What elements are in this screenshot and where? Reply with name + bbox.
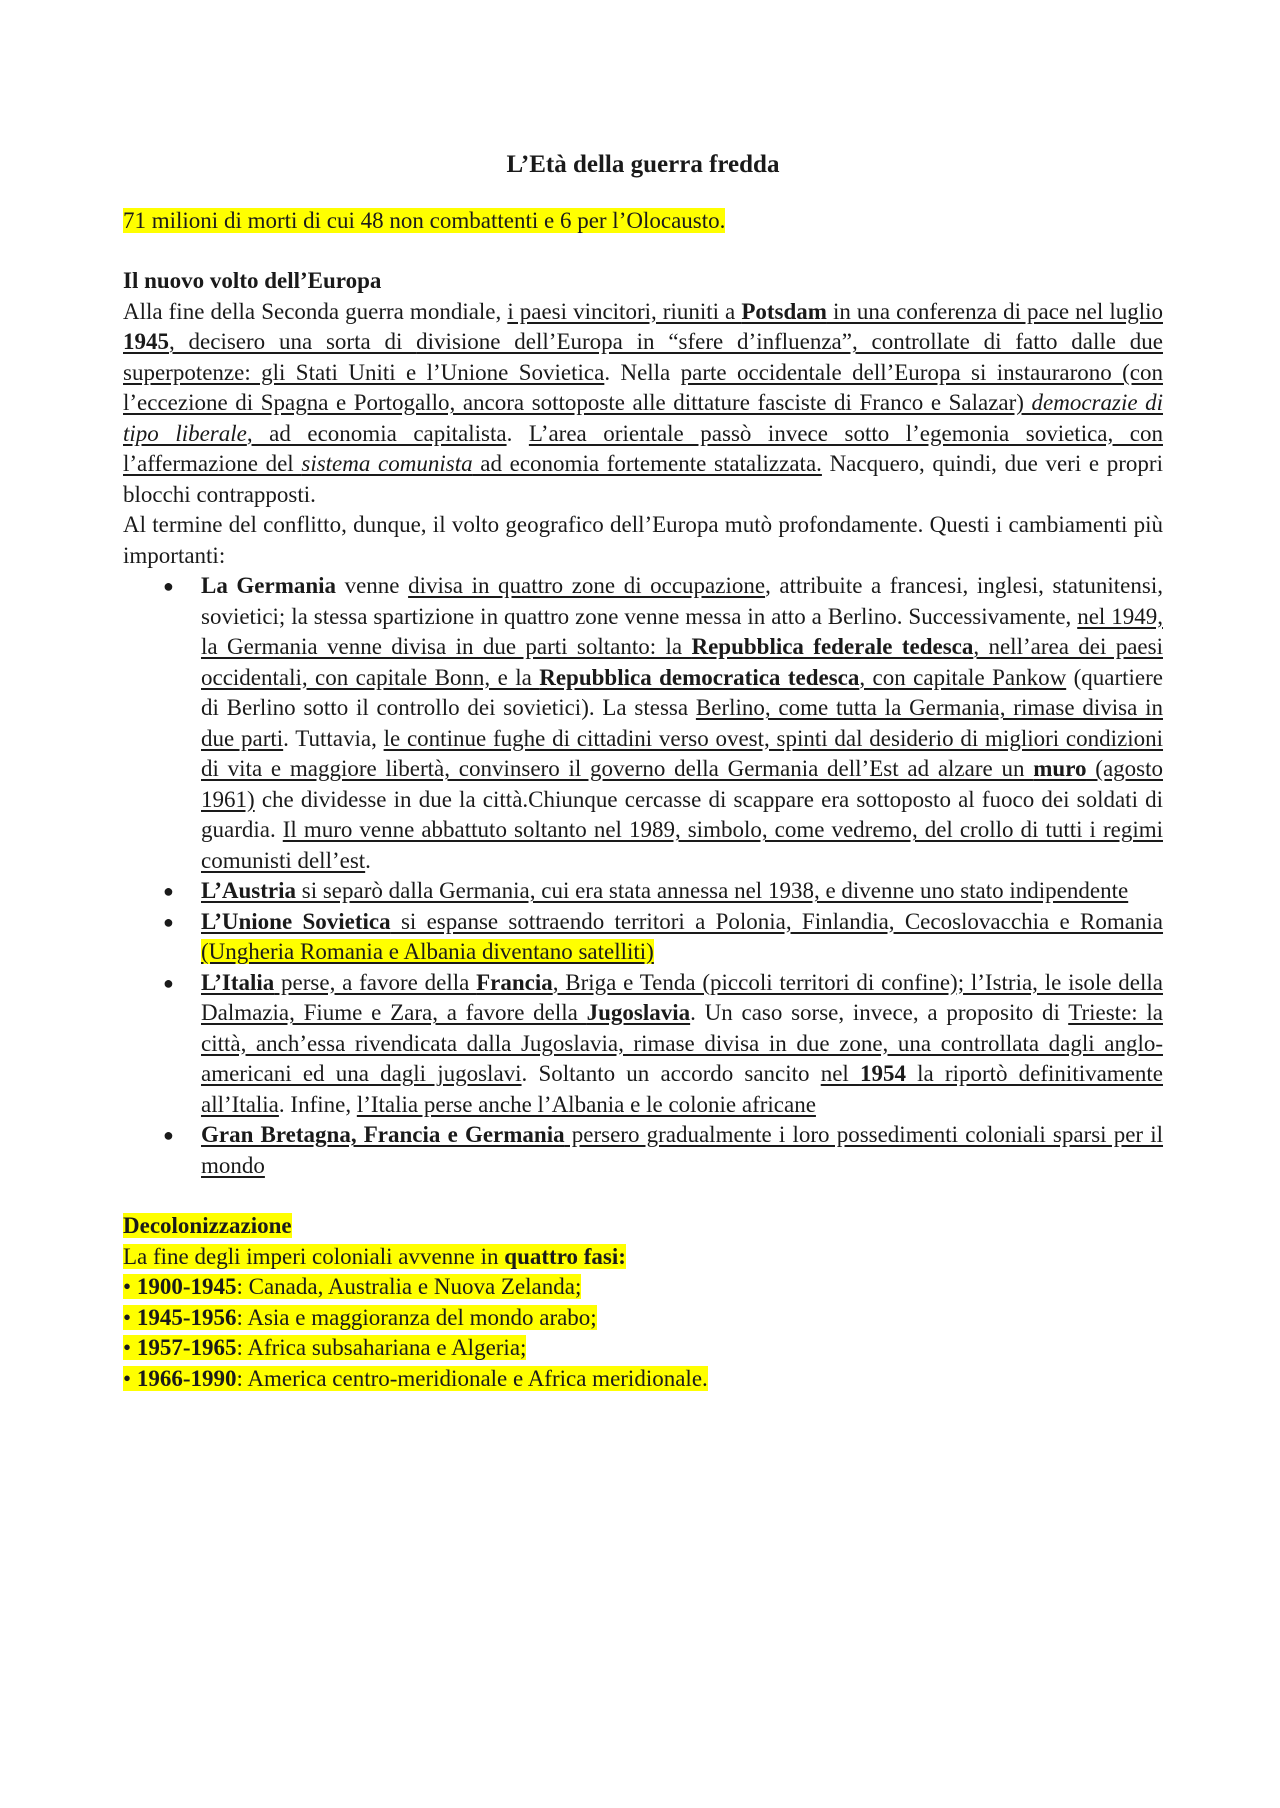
highlight-wrap	[123, 1274, 581, 1299]
bullet-icon: •	[123, 1365, 132, 1391]
text-run: Nacquero, quindi, due veri e propri blocchi contrapposti.	[123, 451, 1163, 507]
text-run: Trieste: la città, anch’essa rivendicata dalla Jugoslavia, rimase divisa in due zone, una controllata dagli anglo-americani ed una dagli jugoslavi	[201, 1000, 1163, 1086]
text-run: si separò dalla Germania, cui era stata annessa nel 1938, e divenne uno stato indipendente	[296, 878, 1129, 903]
text-run: (agosto 1961)	[201, 756, 1163, 812]
highlight-wrap	[123, 1244, 626, 1269]
decolonizzazione-intro	[123, 1242, 1163, 1273]
text-run: Alla fine della Seconda guerra mondiale,	[123, 298, 508, 324]
text-run: nel 1949, la Germania venne divisa in due parti soltanto: la	[201, 603, 1163, 659]
text-run: , Briga e Tenda (piccoli territori di confine); l’Istria, le isole della Dalmazia, Fiume e Zara, a favore della	[201, 969, 1163, 1025]
document-page	[123, 150, 1163, 1394]
section-heading-decolonizzazione	[123, 1211, 1163, 1242]
phase-years: 1945-1956	[136, 1304, 237, 1330]
text-run: che dividesse in due la città.Chiunque cercasse di scappare era sottoposto al fuoco dei soldati di guardia.	[201, 786, 1163, 842]
section-heading-europa: Il nuovo volto dell’Europa	[123, 268, 382, 293]
bullet-icon: ●	[163, 1125, 174, 1145]
phase-item	[123, 1303, 1163, 1334]
list-item-gran-bretagna	[123, 1120, 1163, 1181]
phase-years: 1957-1965	[136, 1335, 237, 1360]
bold-term: 1945	[123, 329, 169, 354]
list-item-austria	[123, 876, 1163, 907]
text-run: le continue fughe di cittadini verso ovest, spinti dal desiderio di migliori condizioni di vita e maggiore libertà, convinsero il governo della Germania dell’Est ad alzare un	[201, 725, 1164, 781]
list-item-germania	[123, 571, 1163, 876]
phase-item	[123, 1364, 1163, 1395]
bullet-icon: ●	[163, 576, 174, 596]
text-run: Il muro venne abbattuto soltanto nel 1989, simbolo, come vedremo, del crollo di tutti i regimi comunisti dell’est	[201, 817, 1163, 873]
phase-text: : Canada, Australia e Nuova Zelanda;	[236, 1274, 582, 1299]
italic-term: sistema comunista	[301, 451, 473, 476]
bold-term: La Germania	[201, 573, 337, 598]
text-run: . Tuttavia,	[283, 725, 384, 751]
bold-term: Repubblica democratica tedesca	[539, 664, 860, 690]
text-run: ad economia fortemente statalizzata.	[472, 451, 822, 476]
bold-term: 1954	[859, 1061, 906, 1086]
text-run: , attribuite a francesi, inglesi, statunitensi, sovietici; la stessa spartizione in quattro zone venne messa in atto a Berlino. Successivamente,	[201, 573, 1163, 629]
italic-term: democrazie di tipo liberale	[123, 390, 1163, 446]
text-run: .	[506, 420, 529, 446]
text-run: in una conferenza di pace nel luglio	[826, 298, 1163, 324]
bold-term: muro	[1033, 756, 1087, 781]
text-run: i paesi vincitori, riuniti a	[507, 298, 742, 324]
phase-years: 1900-1945	[136, 1274, 237, 1299]
text-run: , nell’area dei paesi occidentali, con capitale Bonn, e la	[201, 634, 1163, 690]
text-run: nel	[820, 1061, 860, 1086]
document-title: L’Età della guerra fredda	[506, 151, 780, 178]
text-run: l’Italia perse anche l’Albania e le colonie africane	[356, 1091, 816, 1117]
text-run: . Nella	[604, 359, 681, 385]
bold-term: L’Italia	[201, 969, 275, 995]
bold-term: Gran Bretagna, Francia e Germania	[201, 1122, 565, 1147]
bold-term: Francia	[476, 969, 553, 995]
text-run: .	[365, 847, 371, 873]
paragraph-potsdam	[123, 297, 1163, 511]
text-run: parte occidentale dell’Europa si instaurarono (con l’eccezione di Spagna e Portogallo, ancora sottoposte alle dittature fasciste di Franco e Salazar)	[123, 359, 1163, 415]
bold-term: Decolonizzazione	[123, 1213, 292, 1238]
intro-highlight-text: 71 milioni di morti di cui 48 non combattenti e 6 per l’Olocausto.	[123, 207, 726, 233]
text-run: . Soltanto un accordo sancito	[521, 1061, 821, 1086]
bold-term: quattro fasi:	[504, 1243, 626, 1269]
bold-term: Repubblica federale tedesca	[691, 634, 974, 659]
text-run: , decisero una sorta di	[169, 329, 417, 354]
text-run: La fine degli imperi coloniali avvenne in	[123, 1243, 505, 1269]
highlight-wrap	[123, 1366, 708, 1391]
bullet-icon: •	[123, 1274, 132, 1299]
phase-item	[123, 1333, 1163, 1364]
highlight-wrap	[123, 1305, 597, 1330]
bullet-icon: •	[123, 1335, 132, 1360]
bullet-icon: ●	[163, 881, 174, 901]
decolonizzazione-section	[123, 1211, 1163, 1394]
highlight-wrap	[123, 1213, 292, 1238]
bold-term: Potsdam	[741, 298, 827, 324]
text-run: . Un caso sorse, invece, a proposito di	[690, 1000, 1069, 1025]
text-run: divisione dell’Europa in “sfere d’influenza”, controllate di fatto dalle due superpotenze: gli Stati Uniti e l’Unione Sovietica	[123, 329, 1163, 385]
paragraph-changes-intro: Al termine del conflitto, dunque, il volto geografico dell’Europa mutò profondamente. Questi i cambiamenti più importanti:	[123, 512, 1163, 568]
bold-term: L’Austria	[201, 878, 296, 903]
phase-text: : Africa subsahariana e Algeria;	[236, 1335, 527, 1360]
bullet-icon: •	[123, 1304, 132, 1330]
text-run: . Infine,	[278, 1091, 357, 1117]
bold-term: L’Unione Sovietica	[201, 908, 391, 934]
highlight-note: (Ungheria Romania e Albania diventano satelliti)	[201, 939, 654, 964]
text-run: divisa in quattro zone di occupazione	[408, 573, 766, 598]
phase-years: 1966-1990	[136, 1365, 237, 1391]
text-run: si espanse sottraendo territori a Polonia, Finlandia, Cecoslovacchia e Romania	[390, 908, 1164, 934]
text-run: , ad economia capitalista	[246, 420, 507, 446]
text-run: perse, a favore della	[274, 969, 477, 995]
highlight-wrap	[123, 1335, 526, 1360]
text-run: persero gradualmente i loro possedimenti coloniali sparsi per il mondo	[201, 1122, 1164, 1178]
changes-list	[123, 571, 1163, 1181]
list-item-italia	[123, 968, 1163, 1121]
text-run: , con capitale Pankow	[859, 664, 1067, 690]
text-run: venne	[336, 573, 409, 598]
phase-text: : America centro-meridionale e Africa meridionale.	[236, 1365, 708, 1391]
bold-term: Jugoslavia	[586, 1000, 691, 1025]
text-run: L’area orientale passò invece sotto l’egemonia sovietica, con l’affermazione del	[123, 420, 1163, 476]
text-run: Berlino, come tutta la Germania, rimase divisa in due parti	[201, 695, 1163, 751]
phase-item	[123, 1272, 1163, 1303]
bullet-icon: ●	[163, 911, 174, 932]
list-item-unione-sovietica	[123, 907, 1163, 968]
phase-text: : Asia e maggioranza del mondo arabo;	[236, 1304, 597, 1330]
bullet-icon: ●	[163, 972, 174, 993]
intro-highlight	[123, 206, 1163, 237]
text-run: la riportò definitivamente all’Italia	[201, 1061, 1163, 1117]
text-run: (quartiere di Berlino sotto il controllo dei sovietici). La stessa	[201, 664, 1163, 720]
